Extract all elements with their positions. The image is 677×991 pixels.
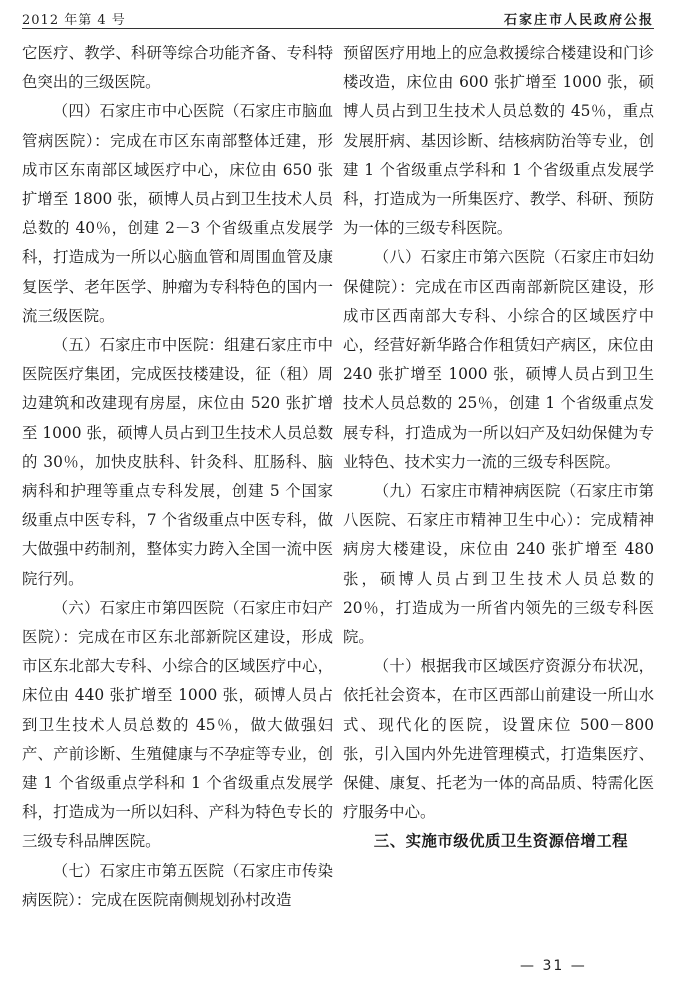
left-column — [22, 39, 333, 915]
section-heading: 三、实施市级优质卫生资源倍增工程 — [373, 832, 629, 851]
paragraph-tcm-hospital: （五）石家庄市中医院：组建石家庄市中医院医疗集团，完成医技楼建设，征（租）周边建筑和改建现有房屋，床位由 520 张扩增至 1000 张，硕博人员占到卫生技术人员总数的 30％，加快皮肤科、针灸科、肛肠科、脑病科和护理等重点专科发展，创建 5 个国家级重点中医专科，7 个省级重点中医专科，做大做强中药制剂，整体实力跨入全国一流中医院行列。 — [22, 336, 333, 588]
paragraph-central-hospital: （四）石家庄市中心医院（石家庄市脑血管病医院）：完成在市区东南部整体迁建，形成市区东南部区域医疗中心，床位由 650 张扩增至 1800 张，硕博人员占到卫生技术人员总数的 40％，创建 2－3 个省级重点发展学科，打造成为一所以心脑血管和周围血管及康复医学、老年医学、肿瘤为专科特色的国内一流三级医院。 — [22, 102, 333, 325]
right-column — [343, 39, 654, 857]
paragraph-fifth-hospital: （七）石家庄市第五医院（石家庄市传染病医院）：完成在医院南侧规划孙村改造 — [22, 861, 333, 909]
paragraph-sixth-hospital: （八）石家庄市第六医院（石家庄市妇幼保健院）：完成在市区西南部新院区建设，形成市区西南部大专科、小综合的区域医疗中心，经营好新华路合作租赁妇产病区，床位由 240 张扩增至 1000 张，硕博人员占到卫生技术人员总数的 25％，创建 1 个省级重点发展专科，打造成为一所以妇产及妇幼保健为专业特色、技术实力一流的三级专科医院。 — [343, 248, 654, 471]
paragraph-continuation: 它医疗、教学、科研等综合功能齐备、专科特色突出的三级医院。 — [22, 44, 333, 92]
header-divider — [22, 28, 654, 29]
paragraph-new-hospital: （十）根据我市区域医疗资源分布状况，依托社会资本，在市区西部山前建设一所山水式、现代化的医院，设置床位 500－800 张，引入国内外先进管理模式，打造集医疗、保健、康复、托老为一体的高品质、特需化医疗服务中心。 — [343, 657, 654, 822]
page-number: — 31 — — [520, 958, 587, 974]
paragraph-fourth-hospital: （六）石家庄市第四医院（石家庄市妇产医院）：完成在市区东北部新院区建设，形成市区东北部大专科、小综合的区域医疗中心，床位由 440 张扩增至 1000 张，硕博人员占到卫生技术人员总数的 45％，做大做强妇产、产前诊断、生殖健康与不孕症等专业，创建 1 个省级重点学科和 1 个省级重点发展学科，打造成为一所以妇科、产科为特色专长的三级专科品牌医院。 — [22, 598, 333, 851]
publication-title: 石家庄市人民政府公报 — [503, 13, 654, 28]
issue-label: 2012 年第 4 号 — [22, 13, 126, 28]
paragraph-fifth-hospital-continued: 预留医疗用地上的应急救援综合楼建设和门诊楼改造，床位由 600 张扩增至 1000 张，硕博人员占到卫生技术人员总数的 45％，重点发展肝病、基因诊断、结核病防治等专业，创建 1 个省级重点学科和 1 个省级重点发展学科，打造成为一所集医疗、教学、科研、预防为一体的三级专科医院。 — [343, 44, 654, 238]
page-header — [22, 6, 654, 28]
paragraph-psychiatric-hospital: （九）石家庄市精神病医院（石家庄市第八医院、石家庄市精神卫生中心）：完成精神病房大楼建设，床位由 240 张扩增至 480 张，硕博人员占到卫生技术人员总数的 20％，打造成为一所省内领先的三级专科医院。 — [343, 482, 654, 647]
